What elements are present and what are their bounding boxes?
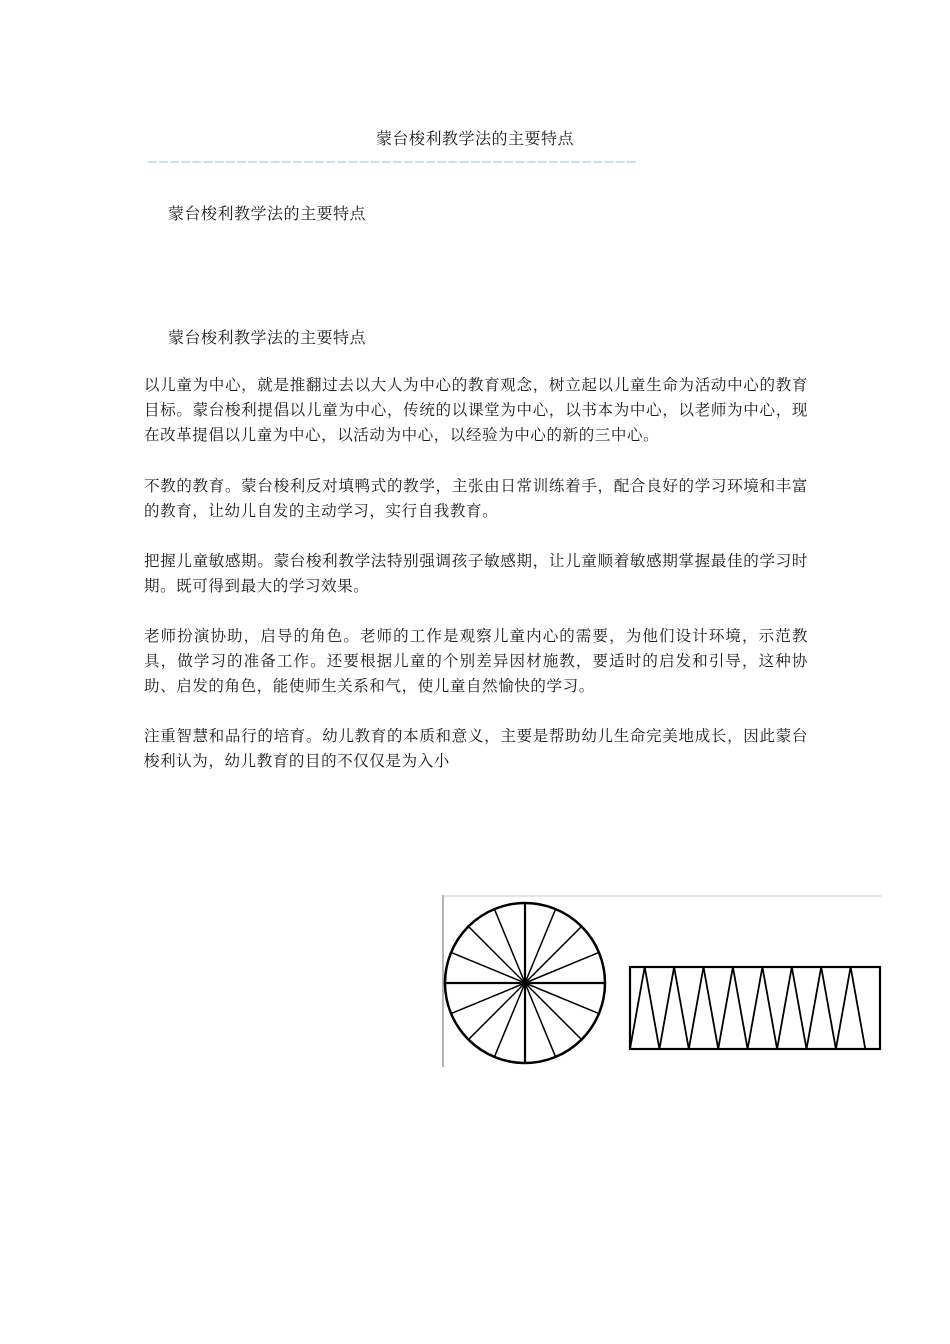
page-title: 蒙台梭利教学法的主要特点 — [375, 129, 574, 148]
circle-area-diagram — [442, 895, 882, 1067]
paragraph-sensitive-period: 把握儿童敏感期。蒙台梭利教学法特别强调孩子敏感期，让儿童顺着敏感期掌握最佳的学习时期。既可得到最大的学习效果。 — [144, 552, 808, 595]
circle-sector-line — [468, 983, 525, 1040]
zigzag-rectangle-icon — [630, 967, 880, 1049]
circle-sector-line — [525, 926, 582, 983]
title-divider: ———————————————————————————————————————————— — [148, 152, 638, 166]
paragraph-teacher-role: 老师扮演协助，启导的角色。老师的工作是观察儿童内心的需要，为他们设计环境，示范教具，做学习的准备工作。还要根据儿童的个别差异因材施教，要适时的启发和引导，这种协助、启发的角色，能使师生关系和气，使儿童自然愉快的学习。 — [144, 627, 808, 695]
paragraph-self-education: 不教的教育。蒙台梭利反对填鸭式的教学，主张由日常训练着手，配合良好的学习环境和丰富的教育，让幼儿自发的主动学习，实行自我教育。 — [144, 477, 808, 520]
sectored-circle-icon — [445, 903, 605, 1063]
section-heading-2: 蒙台梭利教学法的主要特点 — [168, 328, 367, 347]
paragraph-child-centered: 以儿童为中心，就是推翻过去以大人为中心的教育观念，树立起以儿童生命为活动中心的教育目标。蒙台梭利提倡以儿童为中心，传统的以课堂为中心，以书本为中心，以老师为中心，现在改革提倡以儿童为中心，以活动为中心，以经验为中心的新的三中心。 — [144, 376, 808, 444]
circle-area-diagram-svg — [442, 895, 882, 1067]
zigzag-line — [630, 967, 865, 1049]
section-heading-1: 蒙台梭利教学法的主要特点 — [168, 204, 367, 223]
circle-sector-line — [525, 983, 582, 1040]
circle-sector-line — [468, 926, 525, 983]
paragraph-wisdom-character: 注重智慧和品行的培育。幼儿教育的本质和意义，主要是帮助幼儿生命完美地成长，因此蒙台梭利认为，幼儿教育的目的不仅仅是为入小 — [144, 727, 808, 770]
